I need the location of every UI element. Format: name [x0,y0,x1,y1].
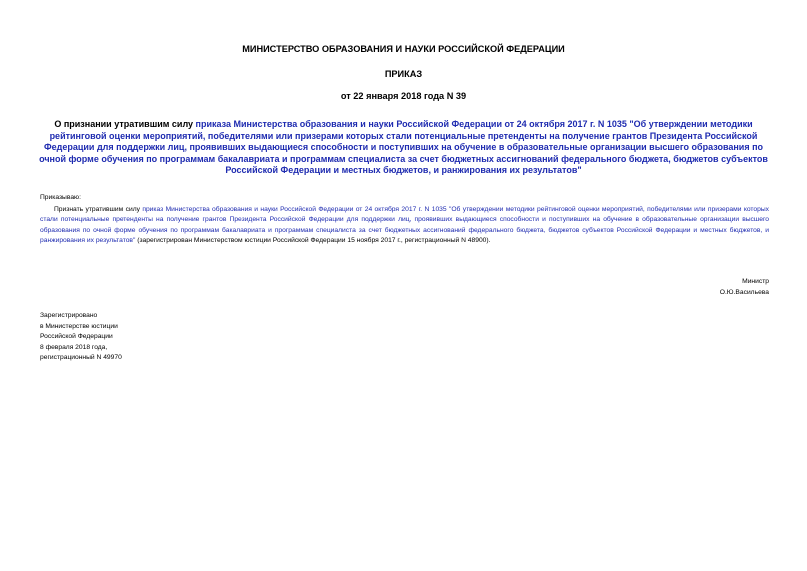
title-prefix: О признании утратившим силу [54,119,196,129]
document-title [36,119,771,177]
registration-line-5: регистрационный N 49970 [40,354,122,362]
paragraph-prefix: Признать утратившим силу [54,205,143,213]
document-body [40,193,769,247]
body-paragraph [40,205,769,247]
body-lead: Приказываю: [40,194,81,201]
document-type-heading: ПРИКАЗ [384,69,423,79]
registration-line-1: Зарегистрировано [40,312,98,319]
paragraph-suffix: (зарегистрирован Министерством юстиции Российской Федерации 15 ноября 2017 г., регистрационный N 48900). [135,237,491,245]
registration-block [40,311,122,364]
document-date-heading: от 22 января 2018 года N 39 [340,91,467,101]
paragraph-link-order-1035[interactable]: приказ Министерства образования и науки Российской Федерации от 24 октября 2017 г. N 1035 "Об утверждении методики рейтинговой оценки мероприятий, победителями или призерами которых стали потенциальные претенденты на получение грантов Президента Российской Федерации для поддержки лиц, проявивших выдающиеся способности и поступивших на обучение в образовательные организации высшего образования по очной форме обучения по программам бакалавриата и программам специалиста за счет бюджетных ассигнований федерального бюджета, бюджетов субъектов Российской Федерации и местных бюджетов, и ранжирования их результатов" [40,205,769,245]
signer-position: Министр [742,278,769,285]
registration-line-4: 8 февраля 2018 года, [40,343,108,351]
signature-block [720,277,769,299]
ministry-heading: МИНИСТЕРСТВО ОБРАЗОВАНИЯ И НАУКИ РОССИЙСКОЙ ФЕДЕРАЦИИ [242,44,565,54]
registration-line-2: в Министерстве юстиции [40,322,118,330]
signer-name: О.Ю.Васильева [719,288,769,296]
title-link-order-1035[interactable]: приказа Министерства образования и науки Российской Федерации от 24 октября 2017 г. N 1035 "Об утверждении методики рейтинговой оценки мероприятий, победителями или призерами которых стали потенциальные претенденты на получение грантов Президента Российской Федерации для поддержки лиц, проявивших выдающиеся способности и поступивших на обучение в образовательные организации высшего образования по очной форме обучения по программам бакалавриата и программам специалиста за счет бюджетных ассигнований федерального бюджета, бюджетов субъектов Российской Федерации и местных бюджетов, и ранжирования их результатов" [39,119,768,176]
registration-line-3: Российской Федерации [40,333,113,341]
